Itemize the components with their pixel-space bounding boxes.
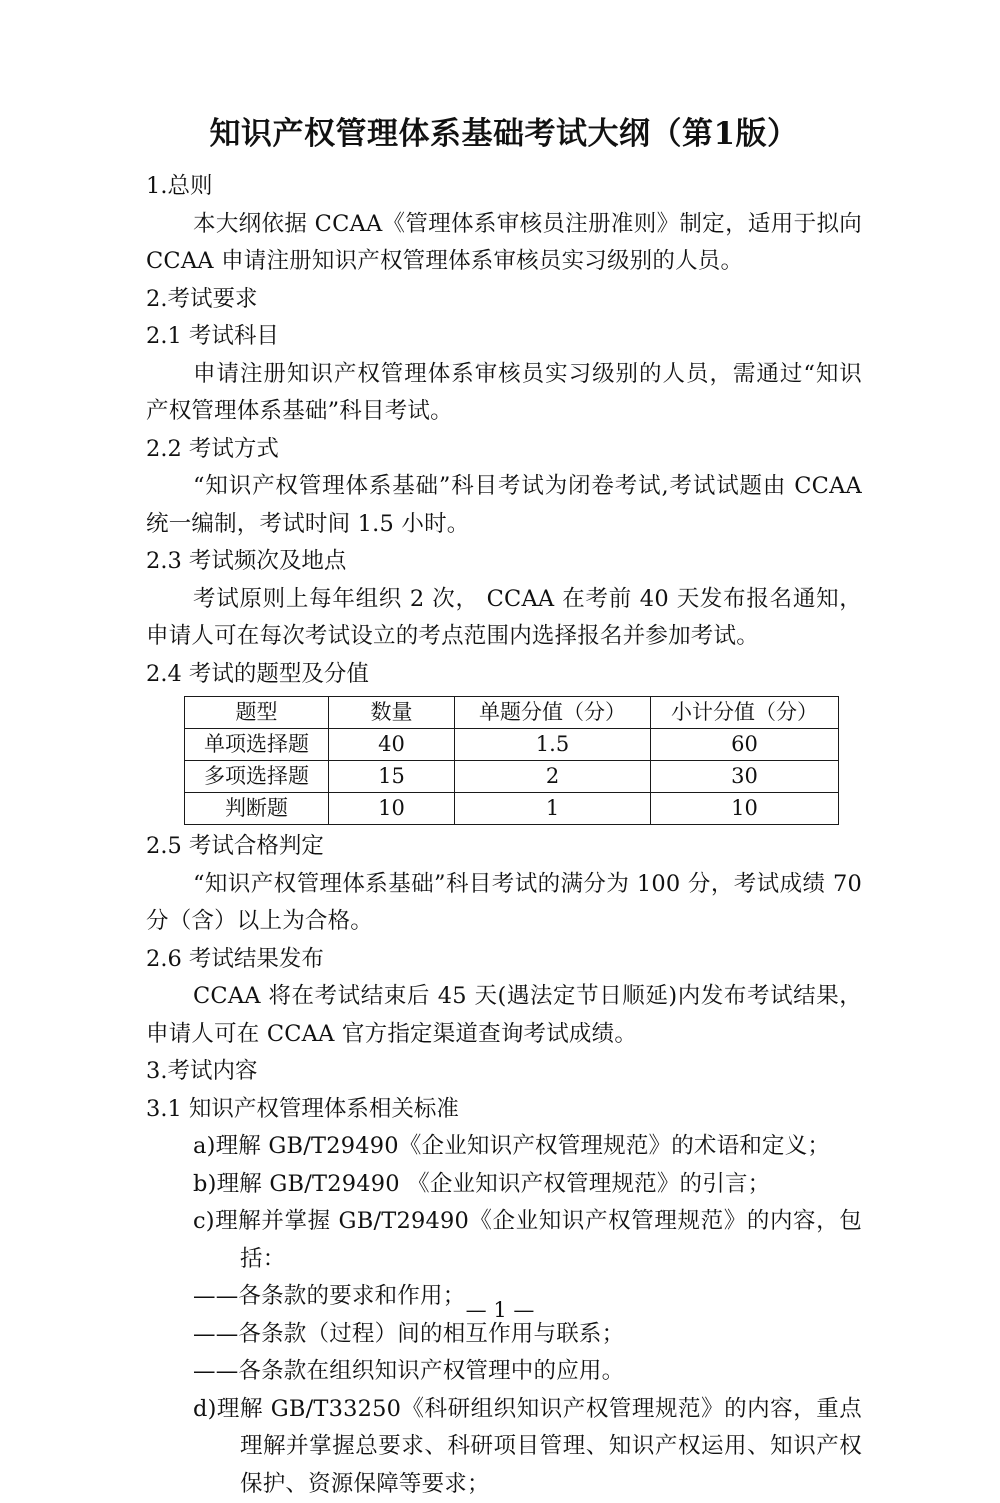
section-2-1-body: 申请注册知识产权管理体系审核员实习级别的人员，需通过“知识产权管理体系基础”科目考试。 — [146, 356, 862, 431]
section-heading-3-1: 3.1 知识产权管理体系相关标准 — [146, 1091, 862, 1129]
exam-score-table — [184, 696, 839, 825]
list-item-c: c)理解并掌握 GB/T29490《企业知识产权管理规范》的内容，包括： — [146, 1203, 862, 1278]
cell-subtotal: 60 — [651, 729, 839, 761]
section-heading-2-5: 2.5 考试合格判定 — [146, 828, 862, 866]
section-heading-2-4: 2.4 考试的题型及分值 — [146, 656, 862, 694]
table-row — [185, 793, 839, 825]
section-heading-1: 1.总则 — [146, 168, 862, 206]
list-item-b: b)理解 GB/T29490 《企业知识产权管理规范》的引言； — [146, 1166, 862, 1204]
list-item-d: d)理解 GB/T33250《科研组织知识产权管理规范》的内容，重点理解并掌握总要求、科研项目管理、知识产权运用、知识产权保护、资源保障等要求； — [146, 1391, 862, 1503]
document-body — [146, 112, 862, 1503]
section-heading-2-3: 2.3 考试频次及地点 — [146, 543, 862, 581]
cell-type: 单项选择题 — [185, 729, 329, 761]
table-row — [185, 761, 839, 793]
section-2-5-body: “知识产权管理体系基础”科目考试的满分为 100 分，考试成绩 70 分（含）以上为合格。 — [146, 866, 862, 941]
section-heading-2-2: 2.2 考试方式 — [146, 431, 862, 469]
score-table-wrapper — [146, 696, 862, 825]
cell-per-item: 2 — [455, 761, 651, 793]
section-2-3-body: 考试原则上每年组织 2 次， CCAA 在考前 40 天发布报名通知，申请人可在每次考试设立的考点范围内选择报名并参加考试。 — [146, 581, 862, 656]
col-header-per-item: 单题分值（分） — [455, 697, 651, 729]
section-2-2-body: “知识产权管理体系基础”科目考试为闭卷考试,考试试题由 CCAA 统一编制，考试时间 1.5 小时。 — [146, 468, 862, 543]
list-item-c-sub-2: ——各条款（过程）间的相互作用与联系； — [146, 1316, 862, 1354]
cell-count: 40 — [329, 729, 455, 761]
cell-type: 多项选择题 — [185, 761, 329, 793]
section-heading-2: 2.考试要求 — [146, 281, 862, 319]
cell-subtotal: 10 — [651, 793, 839, 825]
list-item-c-sub-3: ——各条款在组织知识产权管理中的应用。 — [146, 1353, 862, 1391]
section-2-6-body: CCAA 将在考试结束后 45 天(遇法定节日顺延)内发布考试结果，申请人可在 CCAA 官方指定渠道查询考试成绩。 — [146, 978, 862, 1053]
page-title: 知识产权管理体系基础考试大纲（第1版） — [146, 112, 862, 156]
section-heading-2-6: 2.6 考试结果发布 — [146, 941, 862, 979]
cell-count: 10 — [329, 793, 455, 825]
col-header-count: 数量 — [329, 697, 455, 729]
list-item-c-sub-1: ——各条款的要求和作用； — [146, 1278, 862, 1316]
table-header-row — [185, 697, 839, 729]
page-number-footer: — 1 — — [0, 1296, 1000, 1324]
section-heading-2-1: 2.1 考试科目 — [146, 318, 862, 356]
section-heading-3: 3.考试内容 — [146, 1053, 862, 1091]
list-item-a: a)理解 GB/T29490《企业知识产权管理规范》的术语和定义； — [146, 1128, 862, 1166]
section-1-body: 本大纲依据 CCAA《管理体系审核员注册准则》制定，适用于拟向 CCAA 申请注册知识产权管理体系审核员实习级别的人员。 — [146, 206, 862, 281]
col-header-subtotal: 小计分值（分） — [651, 697, 839, 729]
cell-per-item: 1 — [455, 793, 651, 825]
cell-type: 判断题 — [185, 793, 329, 825]
cell-per-item: 1.5 — [455, 729, 651, 761]
col-header-type: 题型 — [185, 697, 329, 729]
cell-count: 15 — [329, 761, 455, 793]
cell-subtotal: 30 — [651, 761, 839, 793]
table-row — [185, 729, 839, 761]
